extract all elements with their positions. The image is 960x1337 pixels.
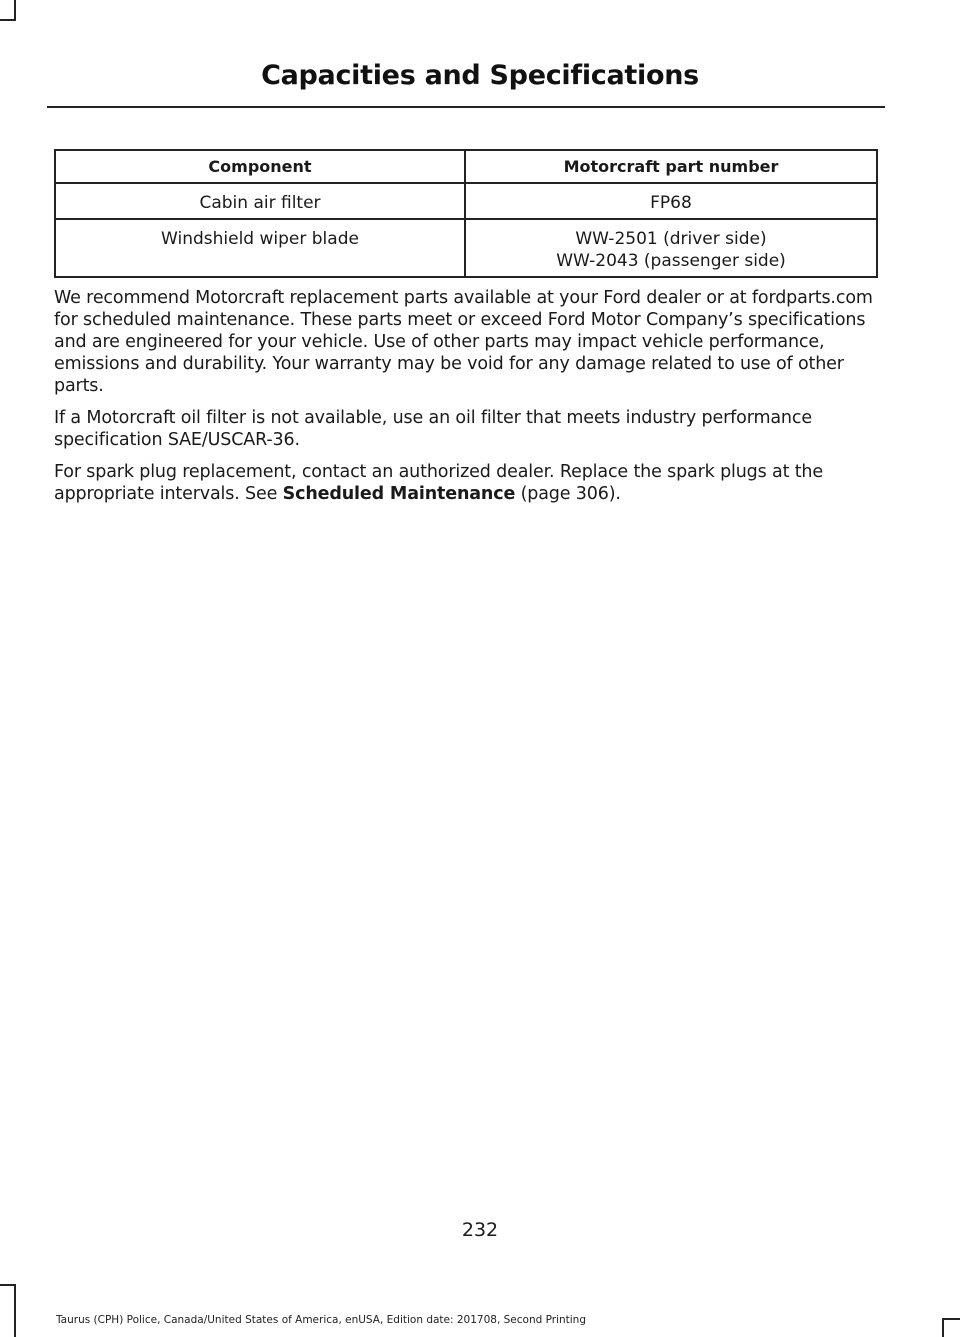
crop-mark-bottom-left [14,1284,16,1337]
part-number-line: WW-2043 (passenger side) [556,251,786,271]
paragraph-spark-plug [54,461,884,505]
part-number-cell [465,183,877,219]
spark-plug-text: For spark plug replacement, contact an authorized dealer. Replace the spark plugs at the appropriate intervals. See [54,462,823,504]
crop-mark-top-left-h [0,19,16,21]
footer-edition-note: Taurus (CPH) Police, Canada/United States of America, enUSA, Edition date: 201708, Second Printing [56,1314,586,1326]
column-header-component: Component [55,150,465,183]
page-number: 232 [461,1219,499,1241]
page-reference: (page 306). [515,484,621,504]
part-number-line: WW-2501 (driver side) [575,229,767,249]
part-number-cell [465,219,877,277]
title-divider [47,106,885,108]
crop-mark-bottom-left-h [0,1284,16,1286]
crop-mark-top-left [14,0,16,20]
part-number-line: FP68 [650,193,692,213]
table-row [55,219,877,277]
component-cell: Cabin air filter [55,183,465,219]
parts-table [54,149,878,278]
table-header-row [55,150,877,183]
crop-mark-bottom-right-h [942,1318,960,1320]
component-cell: Windshield wiper blade [55,219,465,277]
scheduled-maintenance-link[interactable]: Scheduled Maintenance [282,484,516,504]
paragraph-oil-filter: If a Motorcraft oil filter is not available, use an oil filter that meets industry performance specification SAE/USCAR-36. [54,408,812,450]
body-text [54,287,884,515]
crop-mark-bottom-right [942,1318,944,1337]
paragraph-replacement-parts: We recommend Motorcraft replacement parts available at your Ford dealer or at fordparts.com for scheduled maintenance. These parts meet or exceed Ford Motor Company’s specifications and are engineered for your vehicle. Use of other parts may impact vehicle performance, emissions and durability. Your warranty may be void for any damage related to use of other parts. [54,288,873,396]
column-header-part-number: Motorcraft part number [465,150,877,183]
table-row [55,183,877,219]
page-title: Capacities and Specifications [261,60,699,91]
